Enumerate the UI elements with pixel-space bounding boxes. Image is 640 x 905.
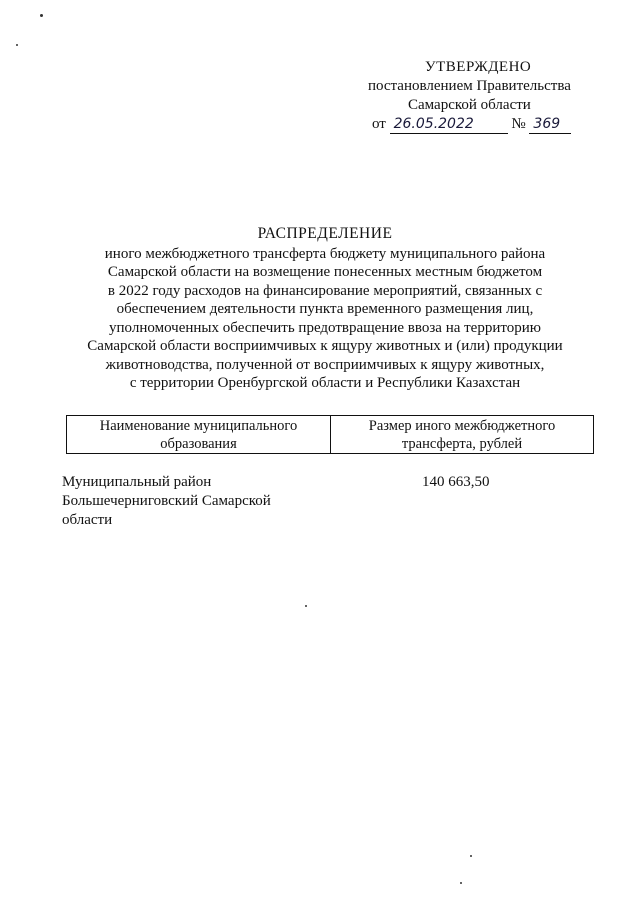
heading-line: с территории Оренбургской области и Республики Казахстан [129, 375, 521, 391]
approval-block [360, 58, 590, 137]
approval-line-resolution: постановлением Правительства [368, 78, 571, 94]
approval-line-region: Самарской области [408, 97, 531, 113]
scan-speck [16, 44, 18, 46]
approval-date-number [360, 115, 590, 137]
heading-line: в 2022 году расходов на финансирование мероприятий, связанных с [107, 282, 543, 299]
scan-speck [470, 855, 472, 857]
handwritten-number: 369 [529, 116, 571, 134]
date-prefix: от [372, 116, 386, 132]
handwritten-date: 26.05.2022 [390, 116, 508, 134]
header-text: Наименование муниципального [99, 418, 298, 434]
header-text: Размер иного межбюджетного [368, 418, 556, 434]
scan-speck [305, 605, 307, 607]
table-header [66, 415, 594, 454]
number-prefix: № [511, 116, 526, 132]
table-row-amount: 140 663,50 [422, 474, 490, 490]
header-text: образования [160, 436, 237, 452]
heading-line: иного межбюджетного трансферта бюджету муниципального района [104, 245, 546, 262]
header-text: трансферта, рублей [401, 436, 523, 452]
column-header-municipality [67, 416, 331, 453]
scan-speck [460, 882, 462, 884]
document-title: РАСПРЕДЕЛЕНИЕ [257, 225, 393, 242]
row-name-line: Муниципальный район [62, 474, 212, 490]
document-heading [60, 225, 590, 393]
scan-speck [40, 14, 43, 17]
row-name-line: области [62, 512, 113, 528]
heading-line: Самарской области на возмещение понесенных местным бюджетом [107, 264, 543, 280]
heading-line: обеспечением деятельности пункта временного размещения лиц, [116, 301, 534, 317]
heading-line: уполномоченных обеспечить предотвращение ввоза на территорию [109, 319, 541, 336]
approval-title: УТВЕРЖДЕНО [425, 59, 532, 75]
column-header-amount [331, 416, 593, 453]
table-row-municipality-name [62, 473, 322, 530]
row-name-line: Большечерниговский Самарской [62, 493, 271, 509]
heading-line: Самарской области восприимчивых к ящуру животных и (или) продукции [87, 338, 563, 354]
heading-line: животноводства, полученной от восприимчивых к ящуру животных, [105, 356, 545, 373]
